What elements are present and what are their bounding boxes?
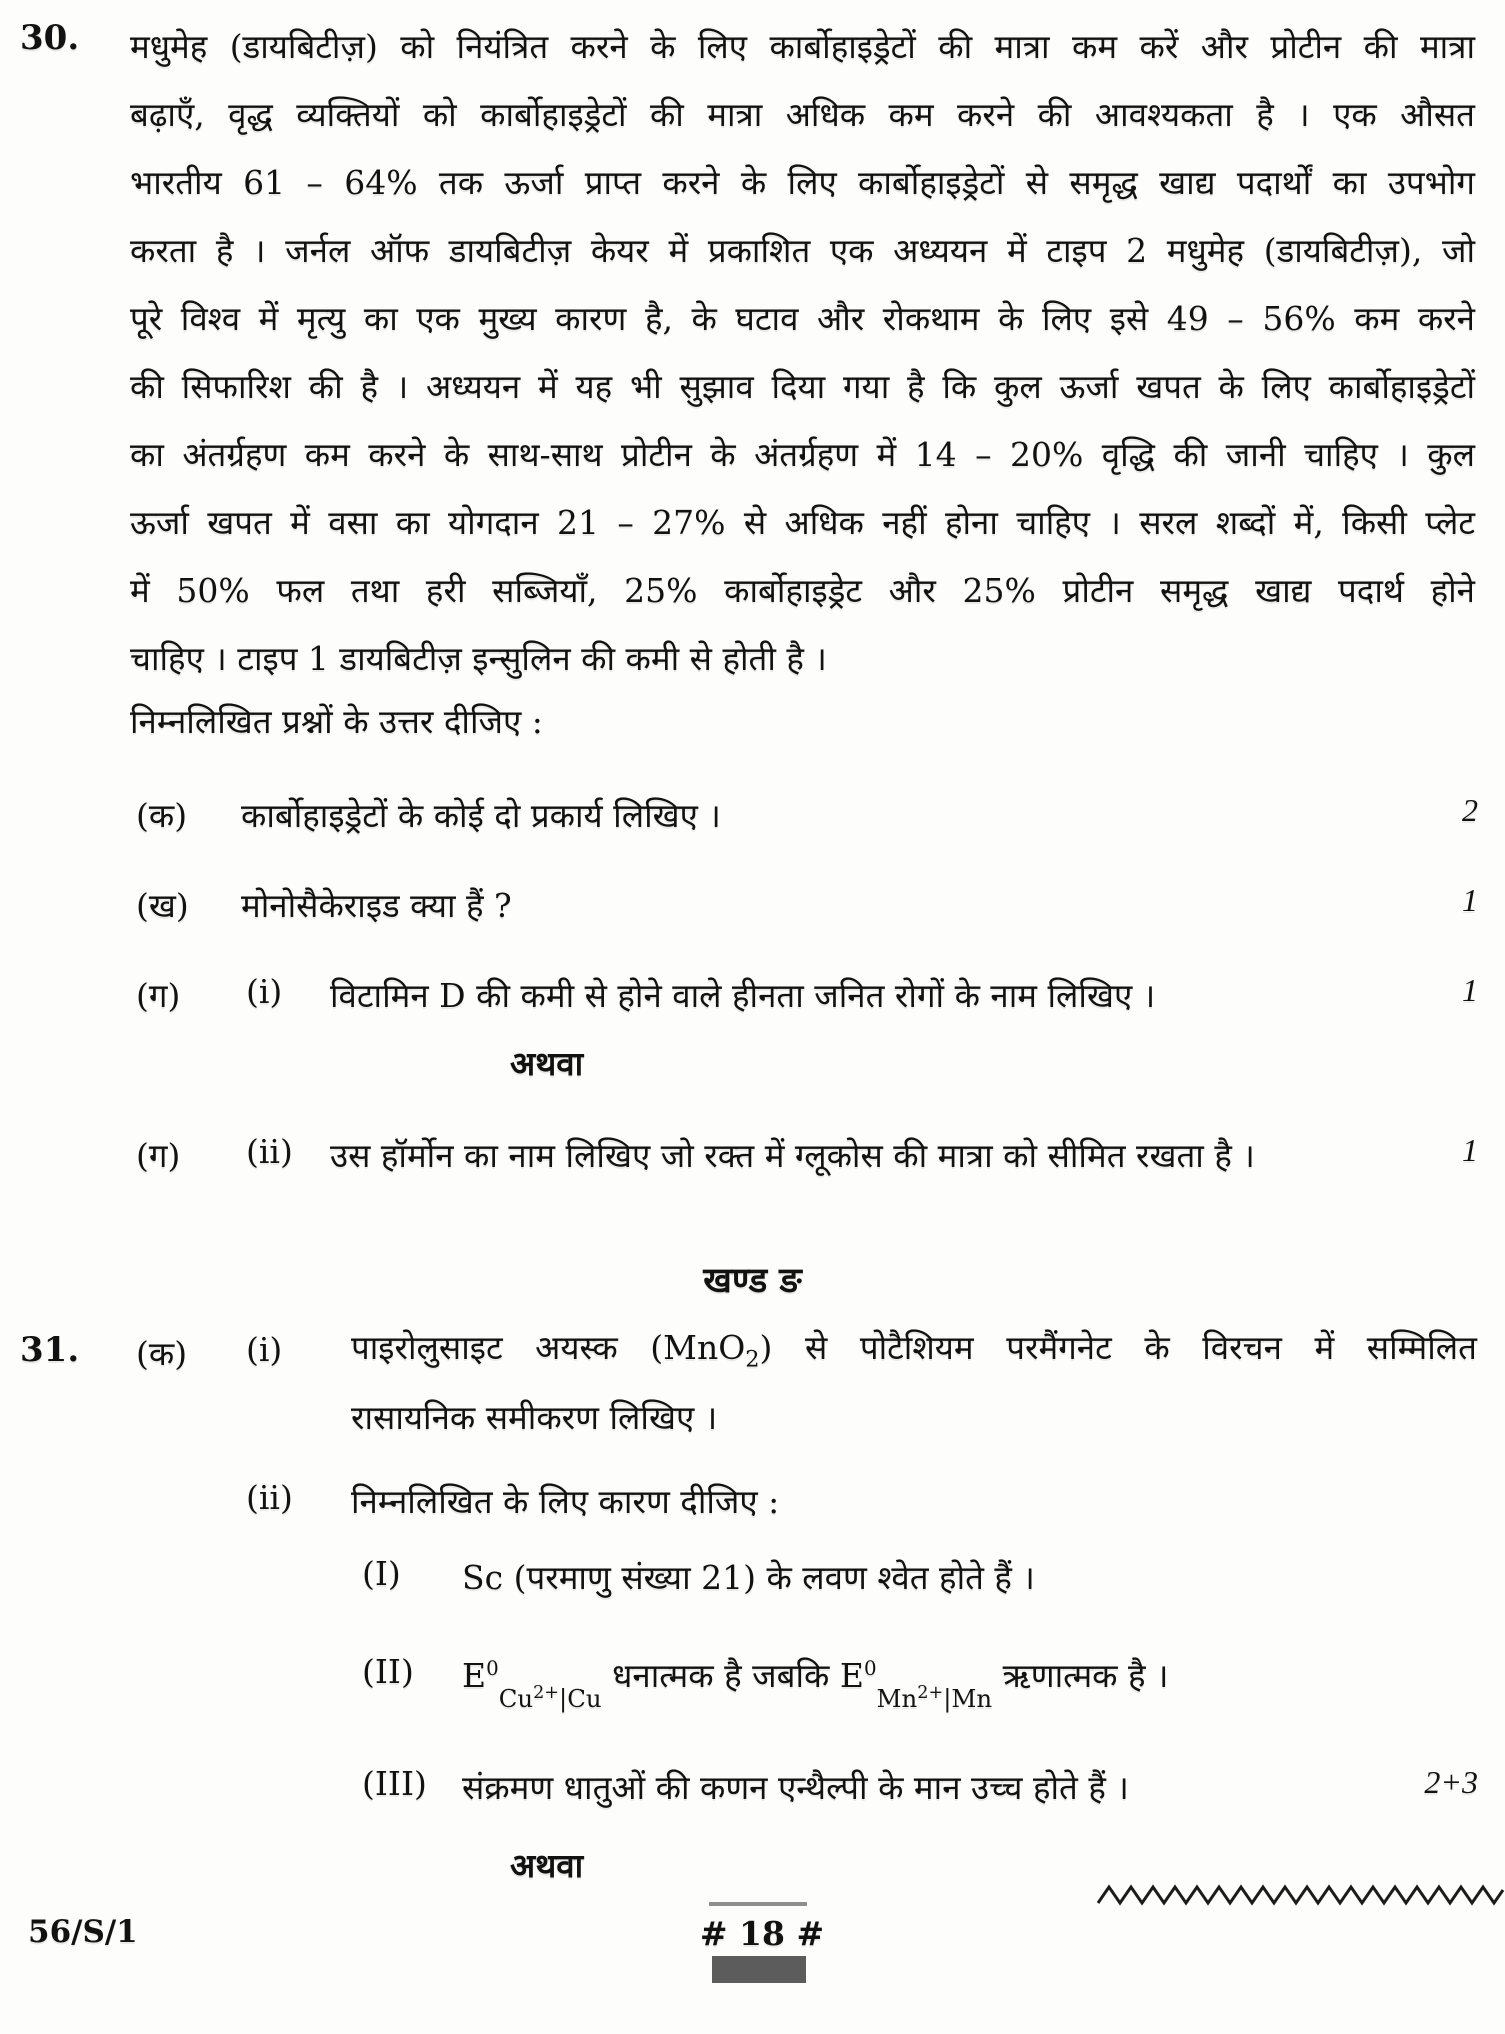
q30-part-ka-row <box>0 792 1505 864</box>
part-label: (ख) <box>136 886 189 925</box>
q31-i-line2: रासायनिक समीकरण लिखिए । <box>351 1398 718 1437</box>
passage-line: भारतीय 61 – 64% तक ऊर्जा प्राप्त करने के लिए कार्बोहाइड्रेटों से समृद्ध खाद्य पदार्थों का उपभोग <box>130 163 1475 202</box>
q31-reason-II-row <box>0 1652 1505 1724</box>
part-sub-label: (ii) <box>246 1132 293 1171</box>
passage-line: चाहिए । टाइप 1 डायबिटीज़ इन्सुलिन की कमी से होती है । <box>130 639 827 678</box>
passage-line: मधुमेह (डायबिटीज़) को नियंत्रित करने के लिए कार्बोहाइड्रेटों की मात्रा कम करें और प्रोटीन की मात्रा <box>130 27 1475 66</box>
q30-part-ga-ii-row <box>0 1132 1505 1204</box>
reason-label: (III) <box>362 1764 427 1803</box>
marks-value: 2+3 <box>1424 1764 1478 1800</box>
ink-mark-box <box>712 1956 806 1983</box>
e-sub-base: Cu <box>498 1683 534 1713</box>
reason-tail-text: ऋणात्मक है । <box>992 1656 1169 1695</box>
part-text: निम्नलिखित के लिए कारण दीजिए : <box>351 1482 780 1521</box>
passage-line: बढ़ाएँ, वृद्ध व्यक्तियों को कार्बोहाइड्रेटों की मात्रा अधिक कम करने की आवश्यकता है । एक औसत <box>130 95 1475 134</box>
part-text: उस हॉर्मोन का नाम लिखिए जो रक्त में ग्लूकोस की मात्रा को सीमित रखता है । <box>330 1136 1255 1175</box>
q31-i-text-pre: पाइरोलुसाइट अयस्क (MnO <box>351 1328 746 1367</box>
part-label: (ग) <box>136 1136 181 1175</box>
question-30-intro: निम्नलिखित प्रश्नों के उत्तर दीजिए : <box>130 702 543 741</box>
reason-mid-text: धनात्मक है जबकि <box>601 1656 840 1695</box>
e-sub-charge: 2+ <box>917 1682 944 1703</box>
marks-value: 1 <box>1462 1132 1478 1168</box>
electrode-potential-mn <box>839 1656 993 1713</box>
e-sub-rest: |Cu <box>559 1683 602 1713</box>
reason-label: (I) <box>362 1554 401 1593</box>
e-superscript: 0 <box>863 1657 877 1680</box>
passage-line: का अंतर्ग्रहण कम करने के साथ-साथ प्रोटीन के अंतर्ग्रहण में 14 – 20% वृद्धि की जानी चाहिए । कुल <box>130 435 1475 474</box>
passage-line: की सिफारिश की है । अध्ययन में यह भी सुझाव दिया गया है कि कुल ऊर्जा खपत के लिए कार्बोहाइड्रेटों <box>130 367 1475 406</box>
marks-value: 1 <box>1462 972 1478 1008</box>
e-symbol: E <box>839 1656 864 1695</box>
part-sub-label: (ii) <box>246 1478 293 1517</box>
q31-sub-ii-row <box>0 1478 1505 1550</box>
part-label: (क) <box>136 1334 188 1373</box>
marks-value: 1 <box>1462 882 1478 918</box>
q30-part-kha-row <box>0 882 1505 954</box>
passage-line: में 50% फल तथा हरी सब्जियाँ, 25% कार्बोहाइड्रेट और 25% प्रोटीन समृद्ध खाद्य पदार्थ होने <box>130 571 1475 610</box>
passage-line: करता है । जर्नल ऑफ डायबिटीज़ केयर में प्रकाशित एक अध्ययन में टाइप 2 मधुमेह (डायबिटीज़), जो <box>130 231 1475 270</box>
passage-line: ऊर्जा खपत में वसा का योगदान 21 – 27% से अधिक नहीं होना चाहिए । सरल शब्दों में, किसी प्लेट <box>130 503 1475 542</box>
e-subscript <box>499 1684 602 1713</box>
reason-text: Sc (परमाणु संख्या 21) के लवण श्वेत होते हैं । <box>462 1558 1035 1597</box>
page-number-rule <box>709 1902 807 1906</box>
q30-part-ga-i-row <box>0 972 1505 1044</box>
e-sub-rest: |Mn <box>943 1683 993 1713</box>
section-heading: खण्ड ङ <box>703 1260 802 1301</box>
reason-label: (II) <box>362 1652 414 1691</box>
zigzag-decoration <box>1096 1880 1505 1910</box>
part-label: (ग) <box>136 976 181 1015</box>
page-number: # 18 # <box>699 1914 825 1953</box>
e-subscript <box>877 1684 993 1713</box>
part-label: (क) <box>136 796 188 835</box>
q31-reason-I-row <box>0 1554 1505 1626</box>
e-superscript: 0 <box>486 1657 499 1680</box>
part-sub-label: (i) <box>246 972 283 1011</box>
e-sub-base: Mn <box>876 1683 918 1713</box>
question-31-number: 31. <box>20 1330 80 1370</box>
e-symbol: E <box>462 1656 487 1695</box>
reason-text <box>462 1652 1169 1713</box>
e-sub-charge: 2+ <box>533 1682 560 1703</box>
q31-reason-III-row <box>0 1764 1505 1836</box>
q31-i-line1 <box>351 1326 1477 1382</box>
electrode-potential-cu <box>462 1656 602 1713</box>
passage-line: पूरे विश्व में मृत्यु का एक मुख्य कारण है, के घटाव और रोकथाम के लिए इसे 49 – 56% कम करने <box>130 299 1475 338</box>
q31-i-text-post: ) से पोटैशियम परमैंगनेट के विरचन में सम्मिलित <box>759 1328 1477 1367</box>
paper-code: 56/S/1 <box>28 1914 138 1950</box>
marks-value: 2 <box>1462 792 1478 828</box>
or-separator: अथवा <box>510 1846 584 1885</box>
part-sub-label: (i) <box>246 1330 283 1369</box>
reason-text: संक्रमण धातुओं की कणन एन्थैल्पी के मान उच्च होते हैं । <box>462 1768 1129 1807</box>
question-30-number: 30. <box>20 18 80 58</box>
part-text: कार्बोहाइड्रेटों के कोई दो प्रकार्य लिखिए । <box>241 796 721 835</box>
q31-sub-i-text <box>351 1326 1477 1437</box>
chemical-subscript: 2 <box>745 1346 760 1373</box>
part-text: मोनोसैकेराइड क्या हैं ? <box>241 886 512 925</box>
or-separator: अथवा <box>510 1044 584 1083</box>
part-text: विटामिन D की कमी से होने वाले हीनता जनित रोगों के नाम लिखिए । <box>330 976 1156 1015</box>
